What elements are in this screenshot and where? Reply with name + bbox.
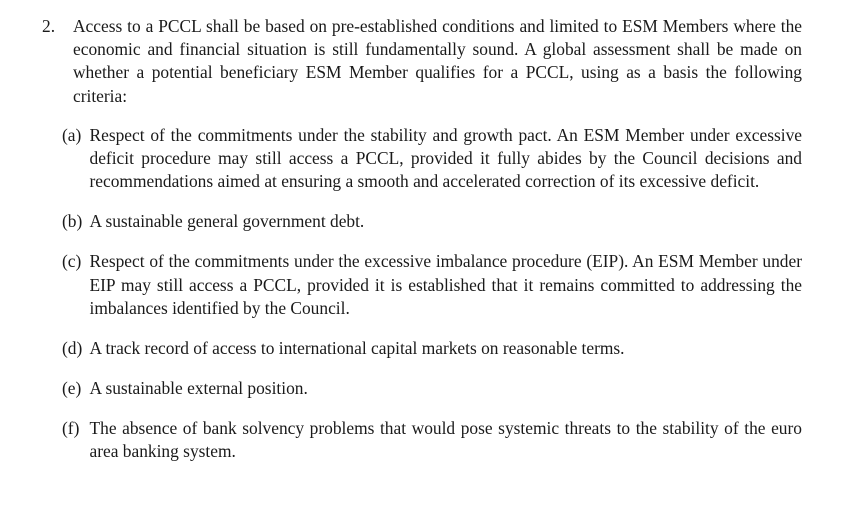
criterion-text: A track record of access to international capital markets on reasonable terms.: [89, 337, 625, 358]
criterion-label: (b): [62, 211, 83, 232]
criterion-text: A sustainable external position.: [89, 377, 308, 398]
criterion-a: [62, 124, 802, 194]
criterion-f: [62, 417, 802, 463]
criterion-label: (e): [62, 377, 82, 398]
criterion-b: [62, 210, 802, 233]
criterion-label: (d): [62, 337, 83, 358]
criterion-text: A sustainable general government debt.: [89, 211, 365, 232]
criterion-text: The absence of bank solvency problems that would pose systemic threats to the stability of the euro area banking system.: [89, 417, 802, 462]
paragraph-number: 2.: [42, 16, 56, 36]
criterion-label: (c): [62, 251, 82, 272]
criterion-e: [62, 377, 802, 400]
paragraph-2: [42, 15, 802, 108]
paragraph-text: Access to a PCCL shall be based on pre-established conditions and limited to ESM Members where the economic and financial situation is still fundamentally sound. A global assessment shall be made on whether a potential beneficiary ESM Member qualifies for a PCCL, using as a basis the following criteria:: [73, 16, 802, 106]
criteria-list: [62, 124, 802, 463]
criterion-text: Respect of the commitments under the stability and growth pact. An ESM Member under excessive deficit procedure may still access a PCCL, provided it fully abides by the Council decisions and recommendations aimed at ensuring a smooth and accelerated correction of its excessive deficit.: [89, 125, 802, 192]
criterion-label: (a): [62, 125, 82, 145]
criterion-c: [62, 250, 802, 320]
criterion-text: Respect of the commitments under the excessive imbalance procedure (EIP). An ESM Member under EIP may still access a PCCL, provided it is established that it remains committed to addressing the imbalances identified by the Council.: [89, 251, 802, 318]
criterion-label: (f): [62, 417, 80, 438]
criterion-d: [62, 337, 802, 360]
